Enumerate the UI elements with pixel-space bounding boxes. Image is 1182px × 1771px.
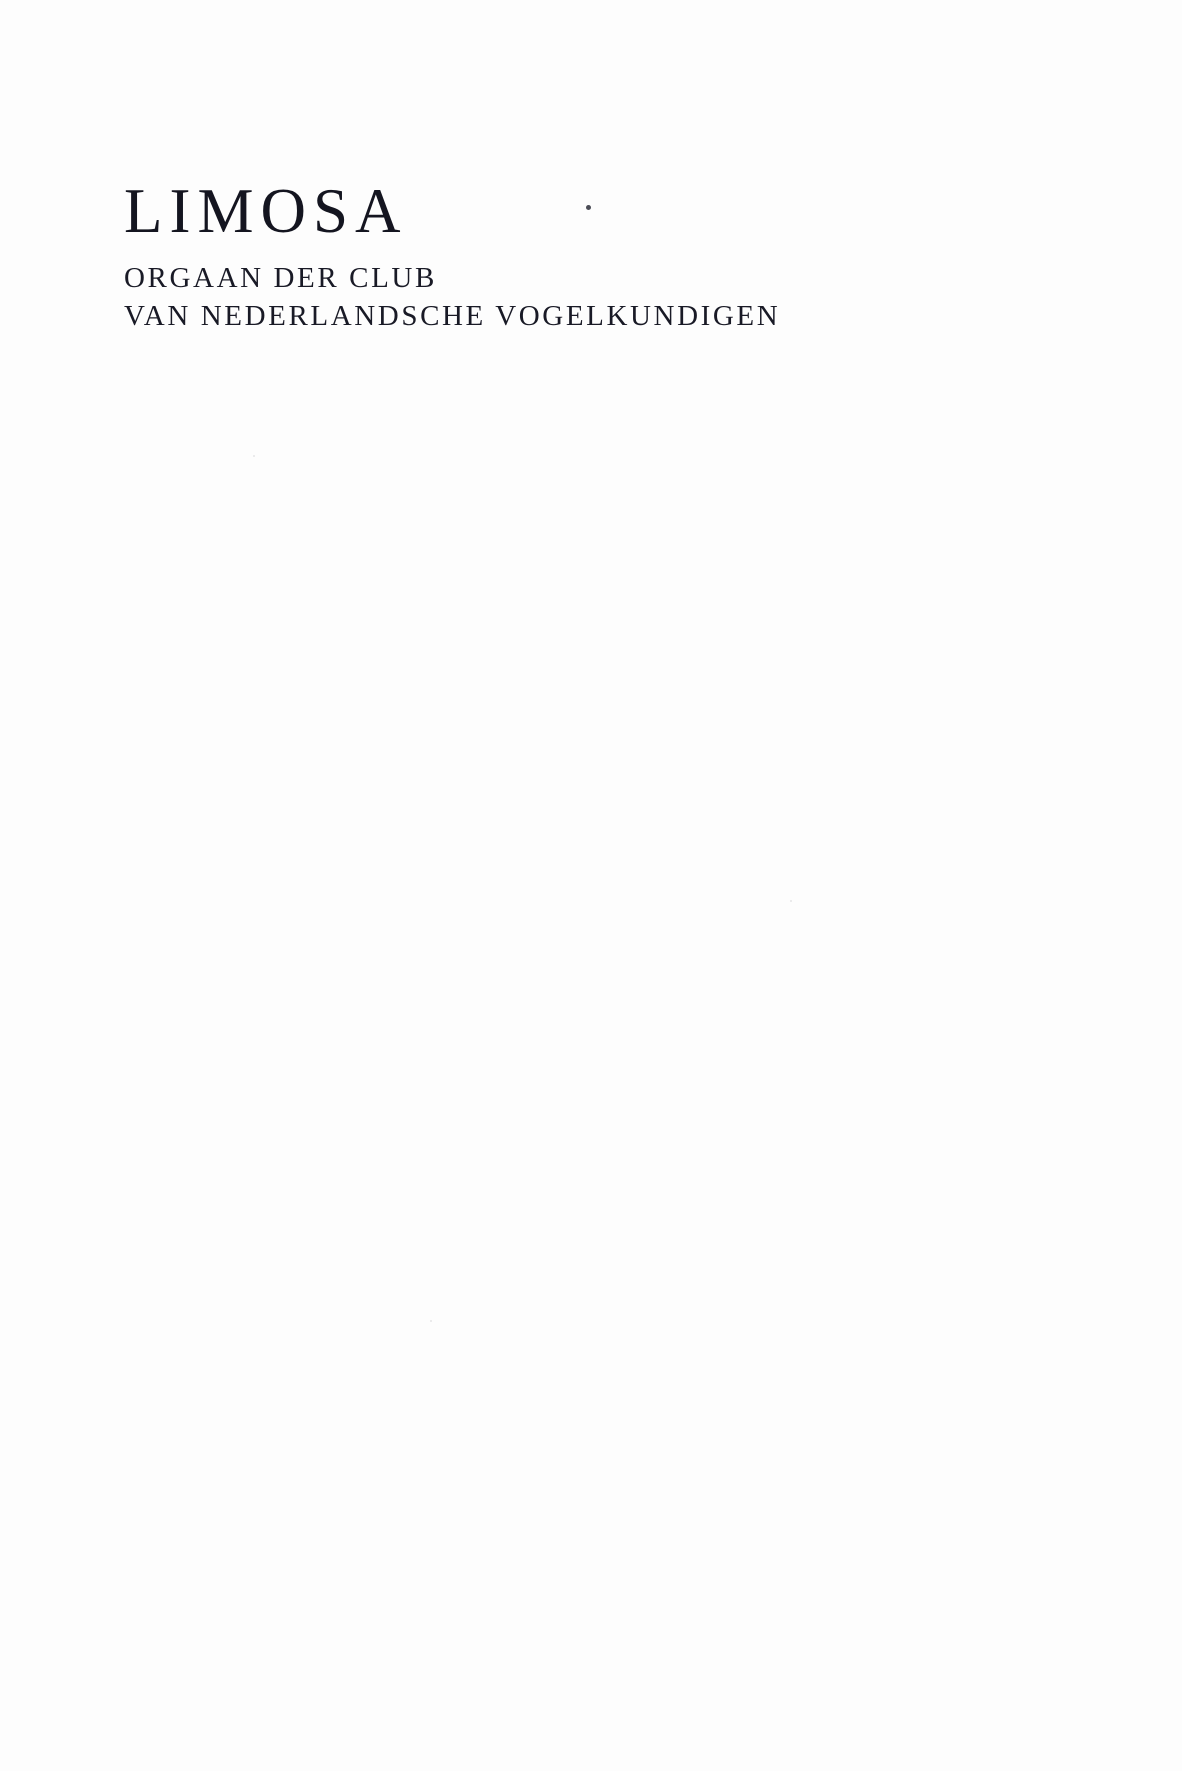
paper-speckle — [790, 900, 792, 902]
masthead — [124, 178, 984, 336]
subtitle-line-1: ORGAAN DER CLUB — [124, 262, 437, 295]
subtitle-line-2: VAN NEDERLANDSCHE VOGELKUNDIGEN — [124, 299, 781, 332]
page-title: LIMOSA — [124, 176, 408, 246]
paper-speckle — [430, 1320, 432, 1322]
paper-speckle — [253, 455, 255, 457]
subtitle-block — [124, 260, 984, 335]
stray-ink-dot — [586, 205, 591, 210]
